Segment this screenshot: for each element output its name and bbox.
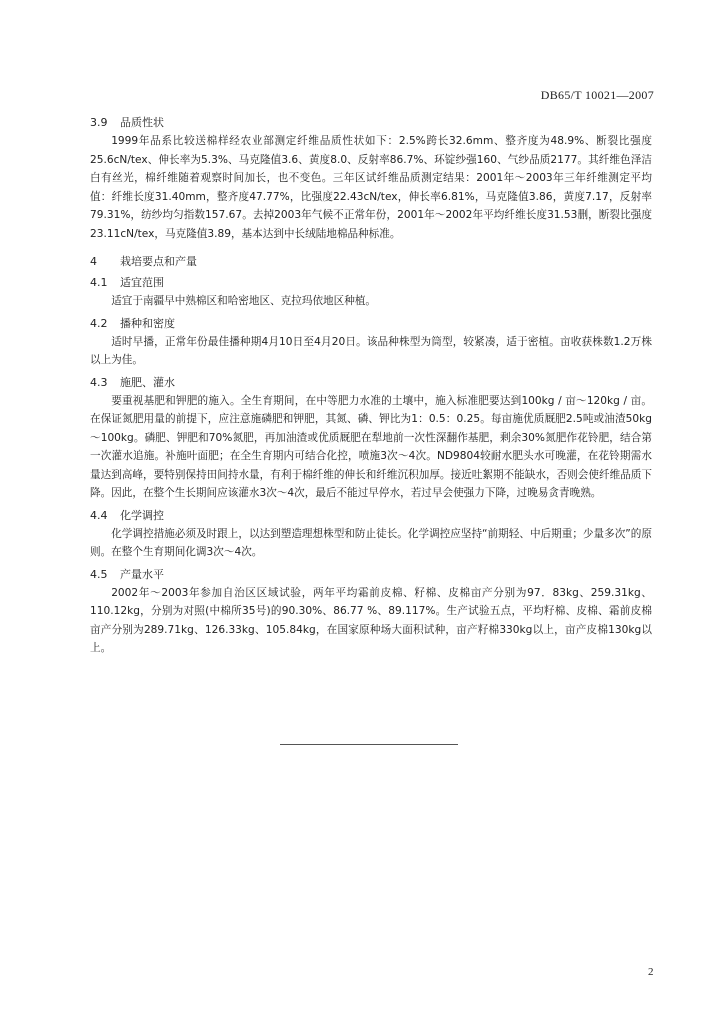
section-number: 4.2 bbox=[90, 316, 108, 330]
section-4-3-heading bbox=[90, 374, 652, 390]
section-4-4-paragraph: 化学调控措施必须及时跟上，以达到塑造理想株型和防止徒长。化学调控应坚持“前期轻、中后期重；少量多次”的原则。在整个生育期间化调3次～4次。 bbox=[90, 527, 652, 558]
section-title: 施肥、灌水 bbox=[120, 375, 175, 389]
section-4-1-heading bbox=[90, 274, 652, 290]
end-rule bbox=[280, 744, 458, 745]
section-title: 栽培要点和产量 bbox=[120, 255, 197, 268]
page-number: 2 bbox=[648, 966, 654, 978]
section-3-9-paragraph: 1999年品系比较送棉样经农业部测定纤维品质性状如下：2.5%跨长32.6mm、整齐度为48.9%、断裂比强度25.6cN/tex、伸长率为5.3%、马克隆值3.6、黄度8.0、反射率86.7%、环锭纱强160、气纱品质2177。其纤维色泽洁白有丝光，棉纤维随着观察时间加长，也不变色。三年区试纤维品质测定结果：2001年～2003年三年纤维测定平均值：纤维长度31.40mm，整齐度47.77%，比强度22.43cN/tex，伸长率6.81%，马克隆值3.86，黄度7.17，反射率79.31%，纺纱均匀指数157.67。去掉2003年气候不正常年份，2001年～2002年平均纤维长度31.53删，断裂比强度23.11cN/tex，马克隆值3.89，基本达到中长绒陆地棉品种标准。 bbox=[90, 135, 652, 240]
section-title: 产量水平 bbox=[120, 567, 164, 581]
section-4-2-paragraph: 适时早播，正常年份最佳播种期4月10日至4月20日。该品种株型为筒型，较紧凑，适于密植。亩收获株数1.2万株以上为佳。 bbox=[90, 335, 652, 366]
section-number: 4.5 bbox=[90, 567, 108, 581]
section-number: 4 bbox=[90, 255, 97, 268]
section-number: 3.9 bbox=[90, 116, 108, 129]
section-title: 品质性状 bbox=[120, 116, 164, 129]
section-number: 4.4 bbox=[90, 508, 108, 522]
section-title: 化学调控 bbox=[120, 508, 164, 522]
section-4-1-paragraph: 适宜于南疆早中熟棉区和哈密地区、克拉玛依地区种植。 bbox=[111, 295, 377, 307]
document-body bbox=[90, 110, 652, 658]
section-4-2-heading bbox=[90, 315, 652, 331]
section-title: 播种和密度 bbox=[120, 316, 175, 330]
section-number: 4.1 bbox=[90, 276, 108, 289]
section-number: 4.3 bbox=[90, 375, 108, 389]
section-4-5-heading bbox=[90, 566, 652, 582]
section-4-5-paragraph: 2002年～2003年参加自治区区域试验，两年平均霜前皮棉、籽棉、皮棉亩产分别为97．83kg、259.31kg、110.12kg，分别为对照(中棉所35号)的90.30%、86.77 %、89.117%。生产试验五点，平均籽棉、皮棉、霜前皮棉亩产分别为289.71kg、126.33kg、105.84kg，在国家原种场大面积试种，亩产籽棉330kg以上，亩产皮棉130kg以上。 bbox=[90, 586, 652, 654]
section-3-9-heading bbox=[90, 114, 652, 130]
section-4-4-heading bbox=[90, 507, 652, 523]
section-title: 适宜范围 bbox=[120, 276, 164, 289]
section-4-heading bbox=[90, 253, 652, 269]
standard-code: DB65/T 10021—2007 bbox=[540, 88, 654, 102]
section-4-3-paragraph: 要重视基肥和钾肥的施入。全生育期间，在中等肥力水准的土壤中，施入标准肥要达到100kg / 亩～120kg / 亩。在保证氮肥用量的前提下，应注意施磷肥和钾肥，其氮、磷、钾比为1：0.5：0.25。每亩施优质厩肥2.5吨或油渣50kg～100kg。磷肥、钾肥和70%氮肥，再加油渣或优质厩肥在犁地前一次性深翻作基肥，剩余30%氮肥作花铃肥，结合第一次灌水追施。补施叶面肥；在全生育期内可结合化控，喷施3次～4次。ND9804较耐水肥头水可晚灌，在花铃期需水量达到高峰，要特别保持田间持水量，有利于棉纤维的伸长和纤维沉积加厚。接近吐絮期不能缺水，否则会使纤维品质下降。因此，在整个生长期间应该灌水3次～4次，最后不能过早停水，若过早会使强力下降，过晚易贪青晚熟。 bbox=[90, 394, 652, 499]
